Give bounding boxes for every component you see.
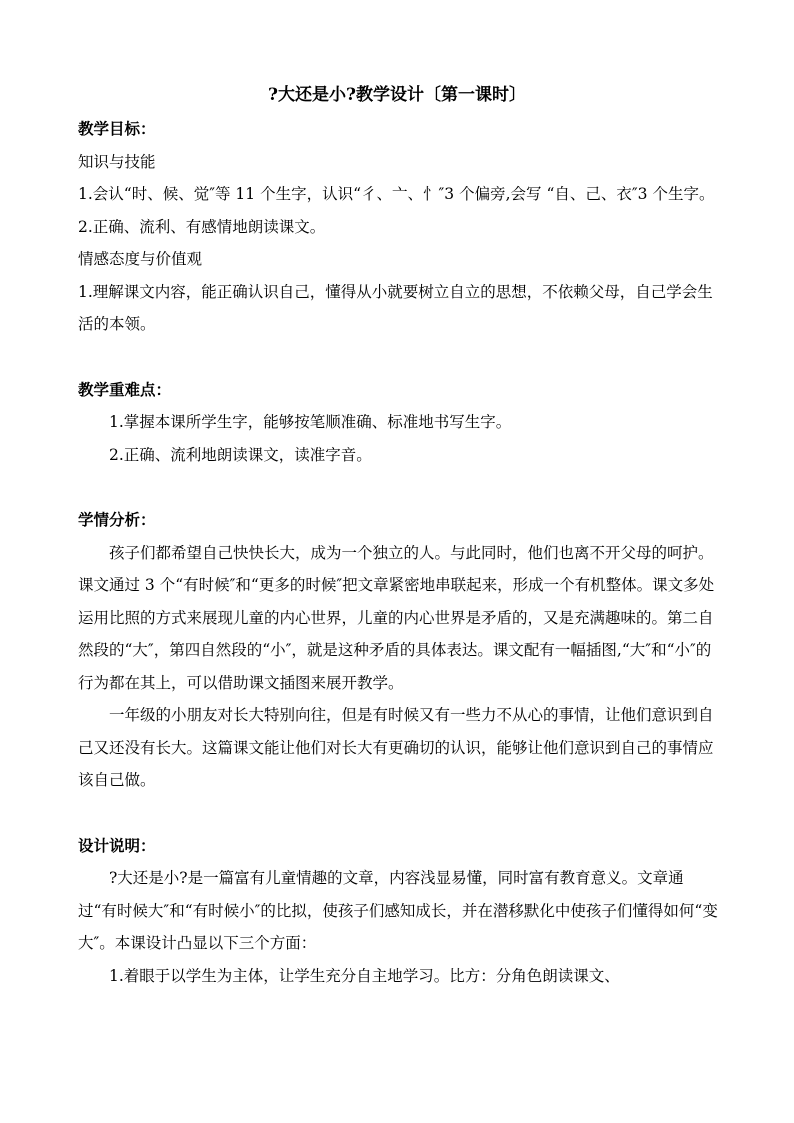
emotion-item-1: 1.理解课文内容，能正确认识自己，懂得从小就要树立自立的思想，不依赖父母，自己学会生活的本领。 (78, 282, 713, 333)
document-title: ?大还是小?教学设计〔第一课时〕 (268, 85, 526, 105)
knowledge-item-1: 1.会认“时、候、觉″等 11 个生字，认识“彳、亠、忄″3 个偏旁,会写 “自、己、衣″3 个生字。 (78, 185, 715, 203)
analysis-paragraph-1: 孩子们都希望自己快快长大，成为一个独立的人。与此同时，他们也离不开父母的呵护。课文通过 3 个“有时候″和“更多的时候″把文章紧密地串联起来，形成一个有机整体。课文多处运用比照的方式来展现儿童的内心世界，儿童的内心世界是矛盾的，又是充满趣味的。第二自然段的“大″，第四自然段的“小″，就是这种矛盾的具体表达。课文配有一幅插图,“大″和“小″的行为都在其上，可以借助课文插图来展开教学。 (78, 543, 715, 692)
document-body (78, 113, 718, 992)
section-spacer (78, 797, 718, 830)
design-heading: 设计说明： (78, 835, 156, 855)
design-paragraph-1: ?大还是小?是一篇富有儿童情趣的文章，内容浅显易懂，同时富有教育意义。文章通过“有时候大″和“有时候小″的比拟，使孩子们感知成长，并在潜移默化中使孩子们懂得如何“变大″。本课设计凸显以下三个方面： (78, 869, 718, 952)
design-paragraph-2: 1.着眼于以学生为主体，让学生充分自主地学习。比方：分角色朗读课文、 (109, 966, 620, 985)
goals-heading: 教学目标： (78, 119, 156, 138)
knowledge-item-2: 2.正确、流利、有感情地朗读课文。 (78, 217, 326, 236)
analysis-paragraph-2: 一年级的小朋友对长大特别向往，但是有时候又有一些力不从心的事情，让他们意识到自己又还没有长大。这篇课文能让他们对长大有更确切的认识，能够让他们意识到自己的事情应该自己做。 (78, 706, 714, 789)
section-spacer (78, 471, 718, 504)
key-point-item-2: 2.正确、流利地朗读课文，读准字音。 (109, 445, 372, 464)
knowledge-heading: 知识与技能 (78, 152, 156, 171)
emotion-heading: 情感态度与价值观 (78, 250, 203, 268)
key-point-item-1: 1.掌握本课所学生字，能够按笔顺准确、标准地书写生字。 (109, 413, 512, 431)
analysis-heading: 学情分析： (78, 510, 156, 529)
key-points-heading: 教学重难点： (78, 379, 172, 399)
section-spacer (78, 341, 718, 374)
